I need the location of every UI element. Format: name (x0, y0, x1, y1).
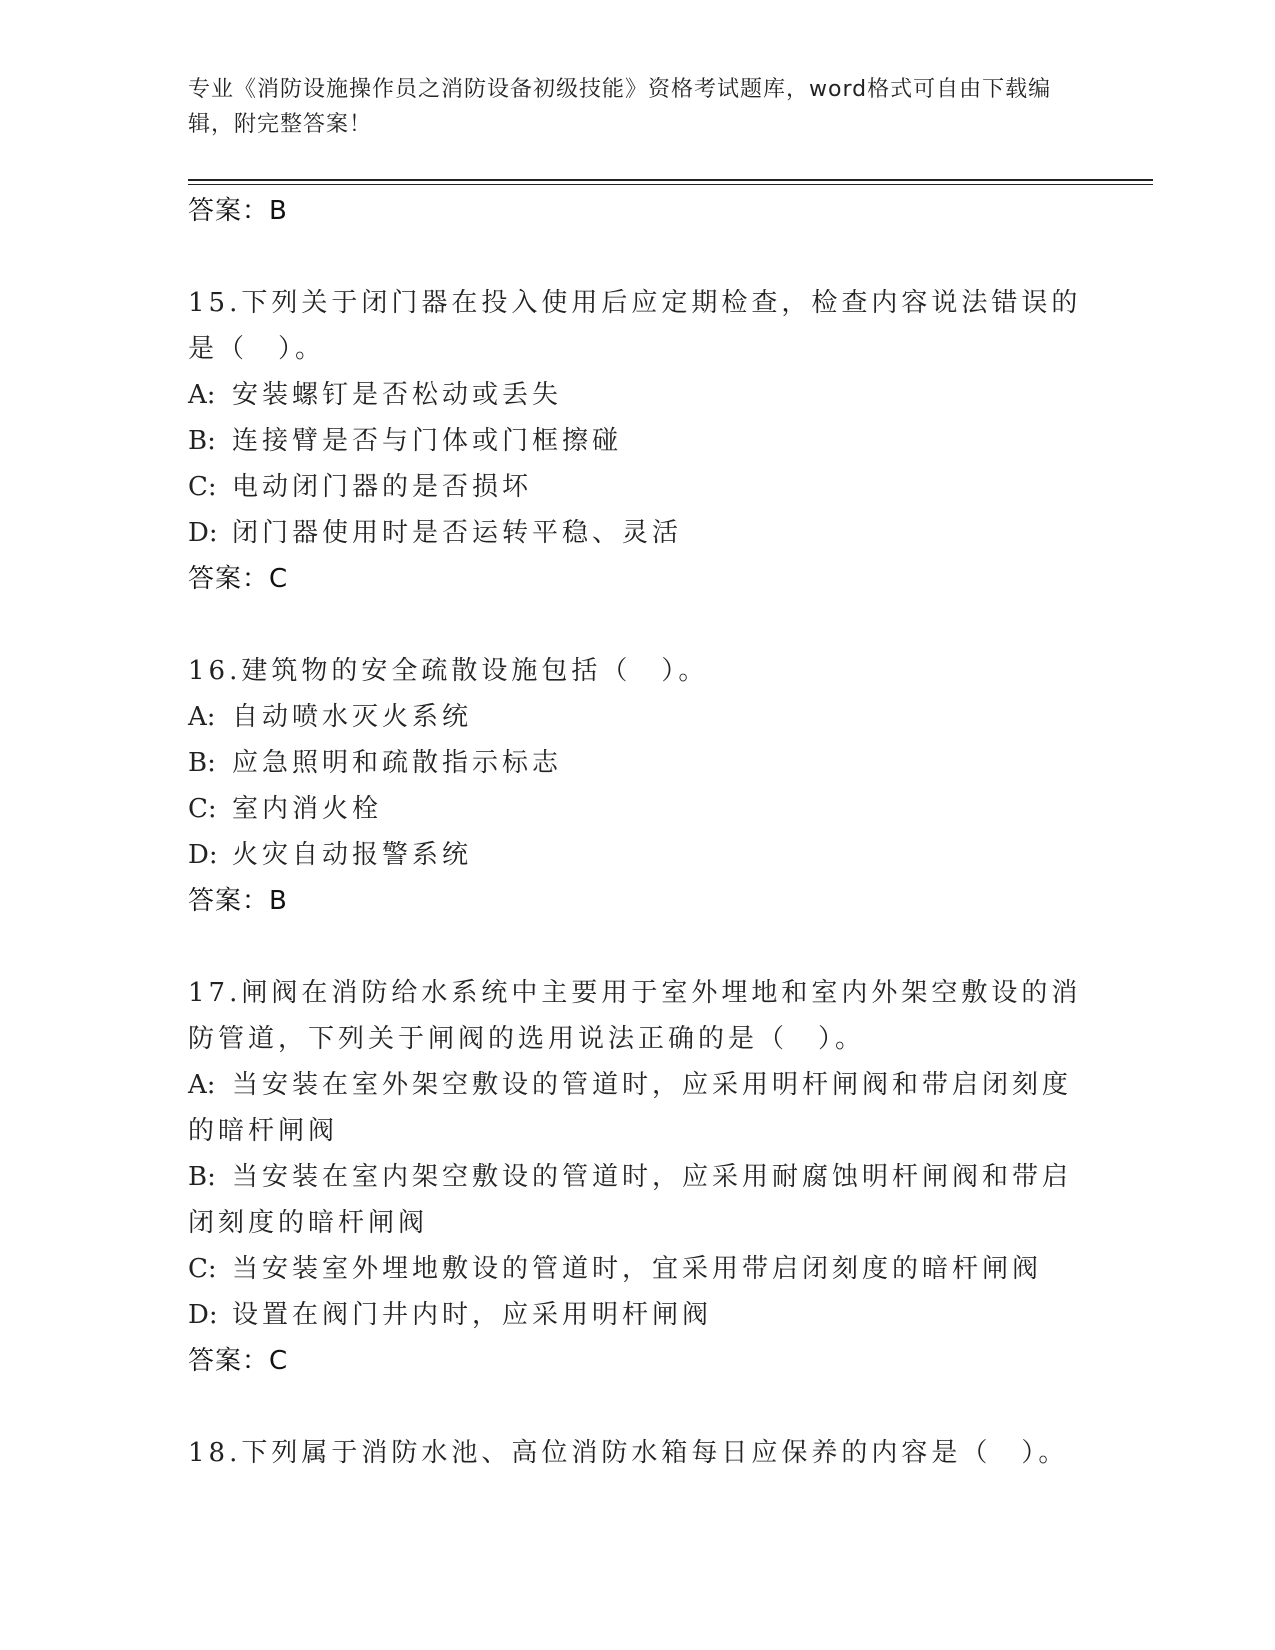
option-letter: D: (188, 1300, 218, 1330)
option-text: 当安装在室内架空敷设的管道时，应采用耐腐蚀明杆闸阀和带启闭刻度的暗杆闸阀 (188, 1162, 1073, 1238)
answer-option (188, 832, 1088, 878)
option-text: 设置在阀门井内时，应采用明杆闸阀 (232, 1300, 713, 1330)
answer-line: 答案：B (188, 886, 288, 916)
answer-option (188, 464, 1088, 510)
option-text: 电动闭门器的是否损坏 (232, 472, 533, 502)
question-stem: 15.下列关于闭门器在投入使用后应定期检查，检查内容说法错误的是（ ）。 (188, 288, 1082, 364)
question-stem: 17.闸阀在消防给水系统中主要用于室外埋地和室内外架空敷设的消防管道，下列关于闸阀的选用说法正确的是（ ）。 (188, 978, 1082, 1054)
answer-line: 答案：C (188, 1346, 289, 1376)
option-letter: B: (188, 1162, 216, 1192)
option-letter: D: (188, 518, 218, 548)
answer-option (188, 740, 1088, 786)
answer-option (188, 418, 1088, 464)
answer-option (188, 1246, 1088, 1292)
header-divider-thin (188, 184, 1153, 185)
answer-line: 答案：C (188, 564, 289, 594)
answer-option (188, 1292, 1088, 1338)
option-letter: A: (188, 702, 216, 732)
option-text: 自动喷水灭火系统 (232, 702, 473, 732)
answer-option (188, 1062, 1088, 1154)
spacer (188, 1384, 1088, 1430)
option-text: 应急照明和疏散指示标志 (232, 748, 563, 778)
option-text: 火灾自动报警系统 (232, 840, 473, 870)
option-text: 安装螺钉是否松动或丢失 (232, 380, 563, 410)
answer-option (188, 786, 1088, 832)
option-letter: D: (188, 840, 218, 870)
option-text: 连接臂是否与门体或门框擦碰 (232, 426, 623, 456)
option-letter: C: (188, 472, 217, 502)
document-header: 专业《消防设施操作员之消防设备初级技能》资格考试题库，word格式可自由下载编辑，附完整答案！ (188, 77, 1052, 137)
option-text: 闭门器使用时是否运转平稳、灵活 (232, 518, 683, 548)
option-letter: A: (188, 380, 216, 410)
question-content (188, 188, 1088, 1476)
option-letter: B: (188, 748, 216, 778)
spacer (188, 602, 1088, 648)
option-letter: A: (188, 1070, 216, 1100)
answer-option (188, 694, 1088, 740)
option-letter: B: (188, 426, 216, 456)
option-letter: C: (188, 1254, 217, 1284)
spacer (188, 924, 1088, 970)
answer-option (188, 372, 1088, 418)
answer-option (188, 1154, 1088, 1246)
spacer (188, 234, 1088, 280)
option-letter: C: (188, 794, 217, 824)
option-text: 室内消火栓 (232, 794, 383, 824)
answer-option (188, 510, 1088, 556)
header-divider-thick (188, 179, 1153, 181)
question-stem: 16.建筑物的安全疏散设施包括（ ）。 (188, 656, 709, 686)
option-text: 当安装在室外架空敷设的管道时，应采用明杆闸阀和带启闭刻度的暗杆闸阀 (188, 1070, 1073, 1146)
option-text: 当安装室外埋地敷设的管道时，宜采用带启闭刻度的暗杆闸阀 (232, 1254, 1043, 1284)
answer-line: 答案：B (188, 196, 288, 226)
question-stem: 18.下列属于消防水池、高位消防水箱每日应保养的内容是（ ）。 (188, 1438, 1069, 1468)
